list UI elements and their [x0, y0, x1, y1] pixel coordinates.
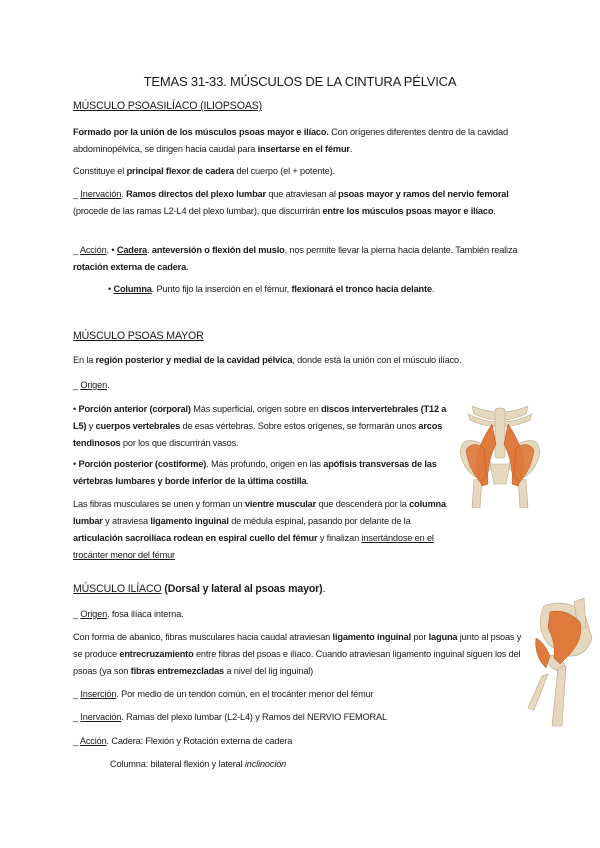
text-run: Con orígenes diferentes dentro de la cavidad abdominopélvica, se dirigen hacia caudal para	[73, 127, 508, 154]
paragraph	[110, 756, 568, 773]
text-run: . Punto fijo la inserción en el fémur,	[151, 284, 292, 294]
text-run: _	[73, 380, 81, 390]
text-run: de médula espinal, pasando por delante de la	[228, 516, 411, 526]
text-run: región posterior y medial de la cavidad pélvica	[95, 355, 293, 365]
text-run: .	[349, 144, 353, 154]
paragraph	[73, 163, 531, 180]
text-run: . •	[106, 245, 117, 255]
text-run: .	[431, 284, 435, 294]
paragraph	[73, 352, 531, 369]
text-run: .	[186, 262, 189, 272]
text-run: entre los músculos psoas mayor e ilíaco	[322, 206, 494, 216]
paragraph	[73, 124, 531, 158]
text-run: _	[73, 189, 81, 199]
text-run: Cadera	[116, 245, 148, 255]
text-run: .	[493, 206, 496, 216]
paragraph	[73, 496, 448, 564]
text-run: y finalizan	[317, 533, 362, 543]
text-run: , donde está la unión con el músculo ilíaco.	[292, 355, 462, 365]
text-run: •	[108, 284, 114, 294]
text-run: (Dorsal y lateral al psoas mayor)	[164, 583, 323, 595]
text-run: junto al psoas y se produce	[73, 632, 522, 659]
text-run: MÚSCULO PSOASILÍACO (ILIOPSOAS)	[73, 100, 263, 112]
page-title: TEMAS 31-33. MÚSCULOS DE LA CINTURA PÉLVICA	[143, 74, 457, 89]
text-run: Acción	[79, 736, 107, 746]
text-run: del cuerpo (el + potente).	[234, 166, 335, 176]
text-run: Porción posterior (costiforme)	[78, 459, 207, 469]
text-run: . Más profundo, origen en las	[206, 459, 324, 469]
text-run: _	[73, 245, 80, 255]
text-run: vientre muscular	[244, 499, 317, 509]
text-run: principal flexor de cadera	[126, 166, 234, 176]
paragraph	[73, 242, 531, 276]
section-heading	[73, 581, 531, 598]
text-run: fibras entremezcladas	[130, 666, 225, 676]
text-run: articulación sacroilíaca rodean en espiral cuello del fémur	[73, 533, 318, 543]
text-run: . Por medio de un tendón común, en el trocánter menor del fémur	[116, 689, 374, 699]
text-run: flexionará el tronco hacia delante	[291, 284, 432, 294]
text-run: rotación externa de cadera	[73, 262, 187, 272]
text-run: Columna: bilateral flexión y lateral	[110, 759, 245, 769]
text-run: _	[73, 609, 81, 619]
paragraph	[73, 456, 448, 490]
paragraph	[108, 281, 566, 298]
text-run: .	[322, 583, 326, 595]
iliacus-hip-anatomy-illustration	[514, 598, 600, 728]
text-run: Inervación	[80, 189, 122, 199]
text-run: En la	[73, 355, 96, 365]
text-run: discos intervertebrales (T12 a L5)	[73, 404, 447, 431]
paragraph	[73, 377, 531, 394]
text-run: Con forma de abanico, fibras musculares hacia caudal atraviesan	[73, 632, 333, 642]
text-run: _	[73, 712, 81, 722]
text-run: laguna	[428, 632, 458, 642]
text-run: de esas vértebras. Sobre estos orígenes, se formarán unos	[180, 421, 419, 431]
text-run: inclinoción	[244, 759, 287, 769]
text-run: a nivel del lig inguinal)	[224, 666, 314, 676]
text-run: ligamento inguinal	[150, 516, 229, 526]
paragraph	[73, 733, 531, 750]
text-run: Las fibras musculares se unen y forman un	[73, 499, 245, 509]
text-run: entrecruzamiento	[119, 649, 194, 659]
text-run: . fosa ilíaca interna.	[107, 609, 184, 619]
text-run: Ramos directos del plexo lumbar	[126, 189, 266, 199]
text-run: , nos permite llevar la pierna hacia delante. También realiza	[284, 245, 518, 255]
text-run: . Cadera: Flexión y Rotación externa de cadera	[106, 736, 293, 746]
text-run: anteversión o flexión del muslo	[151, 245, 285, 255]
paragraph	[73, 186, 531, 220]
paragraph	[73, 629, 531, 680]
text-run: insertándose en el trocánter menor del fémur	[73, 533, 434, 560]
text-run: Formado por la unión de los músculos psoas mayor e ilíaco.	[73, 127, 329, 137]
text-run: por los que discurrirán vasos.	[120, 438, 239, 448]
text-run: .	[107, 380, 110, 390]
text-run: Origen	[80, 609, 108, 619]
text-run: Inervación	[80, 712, 122, 722]
text-run: Origen	[80, 380, 108, 390]
text-run: MÚSCULO ILÍACO	[73, 583, 162, 595]
text-run: MÚSCULO PSOAS MAYOR	[73, 330, 204, 342]
text-run: .	[306, 476, 309, 486]
iliopsoas-anatomy-illustration	[452, 404, 548, 508]
paragraph	[73, 709, 531, 726]
text-run: (procede de las ramas L2-L4 del plexo lumbar), que discurrirán	[73, 206, 323, 216]
text-run: apófisis transversas de las vértebras lumbares y borde inferior de la última costilla	[73, 459, 437, 486]
section-heading	[73, 328, 531, 345]
text-run: Acción	[79, 245, 107, 255]
paragraph	[73, 606, 531, 623]
text-run: _	[73, 689, 81, 699]
text-run: que atraviesan al	[265, 189, 339, 199]
text-run: psoas mayor y ramos del nervio femoral	[338, 189, 509, 199]
text-run: . Ramas del plexo lumbar (L2-L4) y Ramos del NERVIO FEMORAL	[121, 712, 387, 722]
text-run: Constituye el	[73, 166, 127, 176]
text-run: que descenderá por la	[316, 499, 410, 509]
text-run: y	[86, 421, 96, 431]
section-heading	[73, 98, 531, 115]
text-run: •	[73, 404, 79, 414]
text-run: columna lumbar	[73, 499, 446, 526]
text-run: insertarse en el fémur	[257, 144, 350, 154]
text-run: .	[147, 245, 152, 255]
text-run: _	[73, 736, 80, 746]
text-run: .	[121, 189, 127, 199]
text-run: y atraviesa	[102, 516, 151, 526]
text-run: cuerpos vertebrales	[95, 421, 181, 431]
text-run: Más superficial, origen sobre en	[190, 404, 322, 414]
text-run: Columna	[113, 284, 152, 294]
paragraph	[73, 686, 531, 703]
text-run: entre fibras del psoas e ilíaco. Cuando atraviesan ligamento inguinal siguen los del psoas (ya son	[73, 649, 521, 676]
text-run: Porción anterior (corporal)	[78, 404, 191, 414]
paragraph	[73, 401, 448, 452]
text-run: Inserción	[80, 689, 117, 699]
text-run: •	[73, 459, 79, 469]
text-run: ligamento inguinal	[332, 632, 412, 642]
text-run: por	[411, 632, 429, 642]
text-run: arcos tendinosos	[73, 421, 443, 448]
